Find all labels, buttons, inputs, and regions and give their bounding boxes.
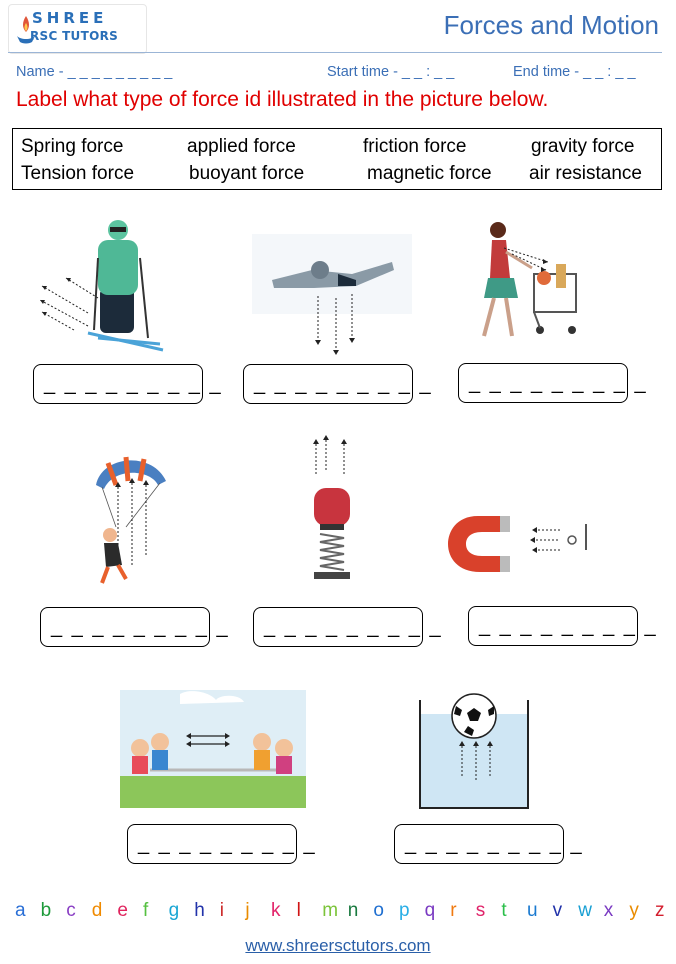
word-applied: applied force [187,136,296,157]
answer-box-1[interactable] [33,364,223,404]
answer-blank: _ _ _ _ _ _ _ _ _ [264,616,443,638]
shopping-cart-picture [462,218,582,343]
alphabet-letter: j [245,900,250,921]
alphabet-letter: l [296,900,301,921]
answer-blank: _ _ _ _ _ _ _ _ _ [44,373,223,395]
parachute-picture [92,455,172,590]
name-field[interactable]: Name - _ _ _ _ _ _ _ _ _ [16,64,173,80]
alphabet-letter: f [143,900,149,921]
alphabet-letter: w [578,900,592,921]
answer-blank: _ _ _ _ _ _ _ _ _ [254,373,433,395]
alphabet-letter: p [399,900,410,921]
logo-line1: SHREE [32,9,108,27]
alphabet-letter: o [373,900,384,921]
alphabet-letter: s [475,900,486,921]
alphabet-letter: e [117,900,128,921]
word-air-resistance: air resistance [529,163,642,184]
skier-picture [28,218,178,358]
alphabet-letter: q [424,900,436,921]
alphabet-letter: u [527,900,538,921]
end-time-field[interactable]: End time - _ _ : _ _ [513,64,636,80]
word-magnetic: magnetic force [367,163,492,184]
answer-box-8[interactable] [394,824,584,864]
answer-blank: _ _ _ _ _ _ _ _ _ [138,833,317,855]
alphabet-letter: z [655,900,665,921]
answer-blank: _ _ _ _ _ _ _ _ _ [469,372,648,394]
answer-blank: _ _ _ _ _ _ _ _ _ [51,616,230,638]
answer-box-5[interactable] [253,607,443,647]
answer-box-6[interactable] [468,606,658,646]
skydiver-picture [252,234,412,354]
alphabet-letter: n [347,900,359,921]
alphabet-letter: y [629,900,639,921]
word-spring: Spring force [21,136,124,157]
alphabet-letter: v [552,900,563,921]
alphabet-letter: x [603,900,614,921]
ball-in-water-picture [418,692,530,812]
alphabet-letter: c [66,900,76,921]
answer-box-7[interactable] [127,824,317,864]
instruction: Label what type of force id illustrated in the picture below. [16,88,549,111]
word-friction: friction force [363,136,467,157]
answer-box-2[interactable] [243,364,433,404]
page-title: Forces and Motion [443,10,659,40]
alphabet-letter: g [168,900,180,921]
alphabet-letter: k [271,900,281,921]
header-divider [8,52,662,53]
logo-line2: RSC TUTORS [30,29,119,43]
alphabet-letter: t [501,900,507,921]
alphabet-letter: r [450,900,457,921]
word-bank [12,128,662,190]
alphabet-letter: i [219,900,225,921]
answer-box-3[interactable] [458,363,648,403]
alphabet-letter: d [91,900,103,921]
answer-blank: _ _ _ _ _ _ _ _ _ [405,833,584,855]
footer-url[interactable]: www.shreersctutors.com [245,936,431,955]
start-time-field[interactable]: Start time - _ _ : _ _ [327,64,455,80]
magnet-picture [448,508,598,578]
word-buoyant: buoyant force [189,163,305,184]
alphabet-letter: b [40,900,52,921]
word-tension: Tension force [21,163,135,184]
alphabet-letter: a [15,900,26,921]
alphabet-letter: h [194,900,205,921]
tug-of-war-picture [120,690,306,808]
answer-blank: _ _ _ _ _ _ _ _ _ [479,615,658,637]
answer-box-4[interactable] [40,607,230,647]
word-gravity: gravity force [531,136,635,157]
alphabet-letter: m [322,900,339,921]
spring-picture [302,434,362,584]
